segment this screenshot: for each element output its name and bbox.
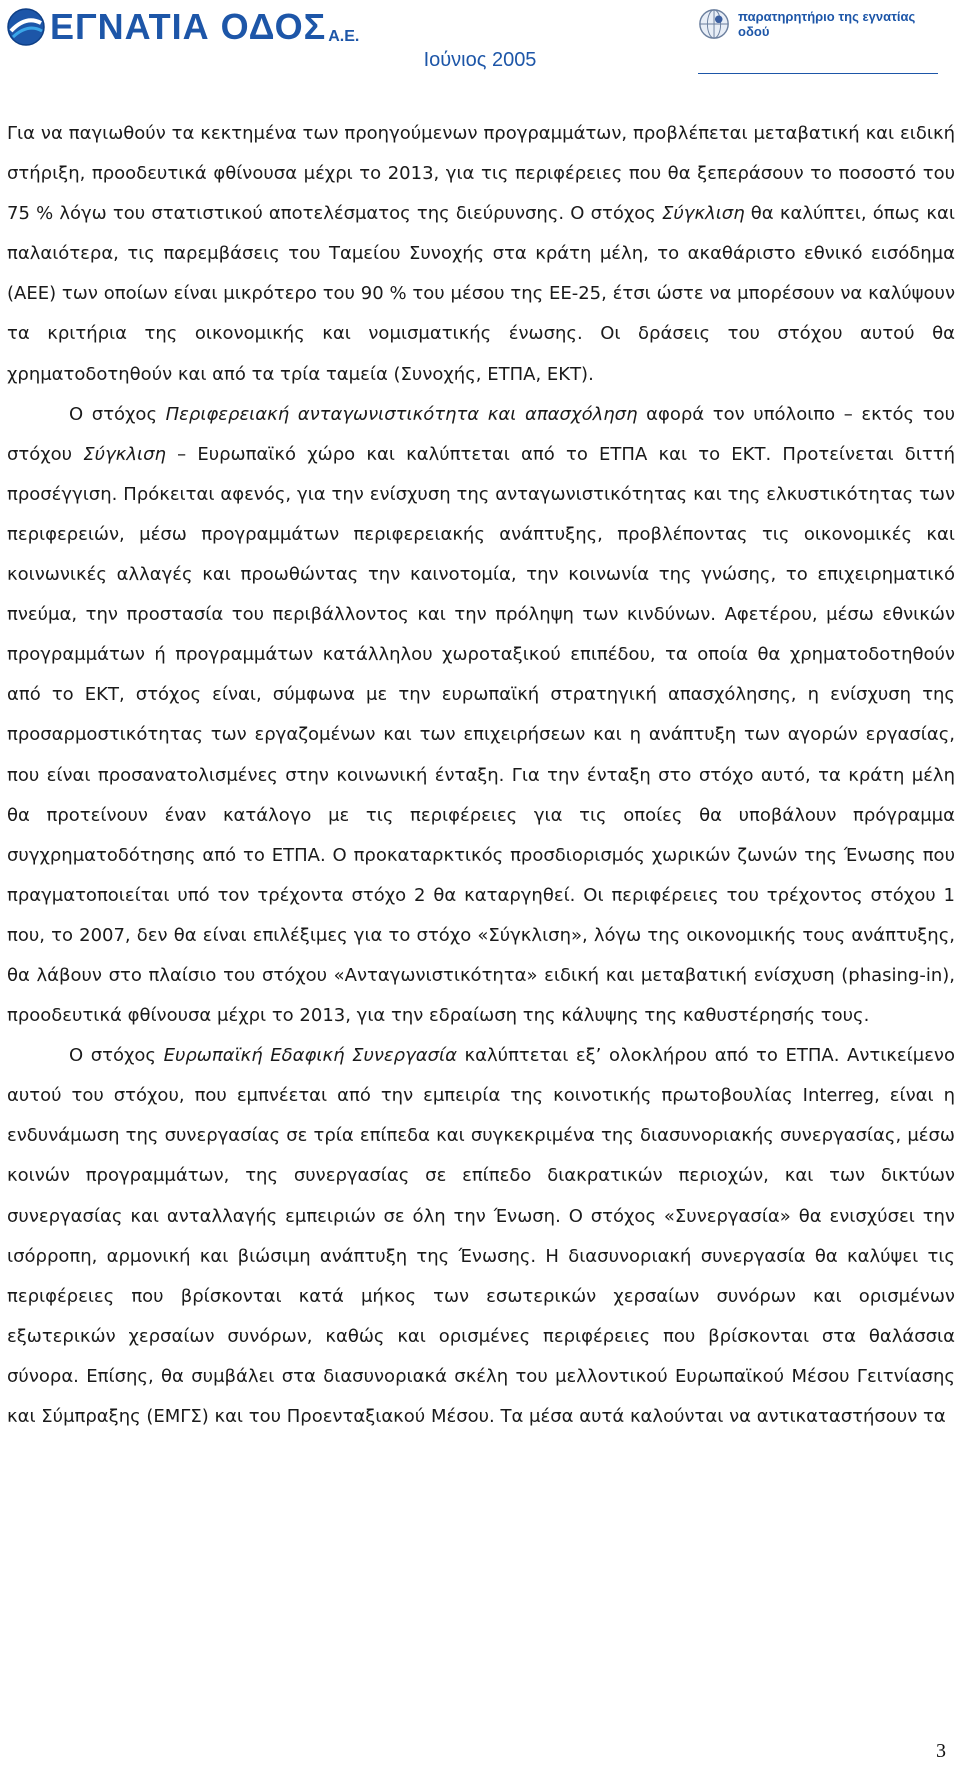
egnatia-logo — [6, 4, 359, 50]
logo-text: ΕΓΝΑΤΙΑ ΟΔΟΣ — [50, 6, 327, 47]
page-number: 3 — [936, 1740, 946, 1762]
observatory-badge — [698, 6, 938, 42]
paragraph-2-mid: αφορά τον υπόλοιπο – εκτός του στόχου — [7, 403, 956, 465]
issue-date: Ιούνιος 2005 — [423, 49, 537, 71]
paragraph-3-tail: καλύπτεται εξ’ ολοκλήρου από το ΕΤΠΑ. Αντικείμενο αυτού του στόχου, που εμπνέεται από την εμπειρία της κοινοτικής πρωτοβουλίας Interreg, είναι η ενδυνάμωση της συνεργασίας σε τρία επίπεδα και συγκεκριμένα της διασυνοριακής συνεργασίας, μέσω κοινών προγραμμάτων, της συνεργασίας σε επίπεδο διακρατικών περιοχών, και των δικτύων συνεργασίας και ανταλλαγής εμπειριών σε όλη την Ένωση. Ο στόχος «Συνεργασία» θα ενισχύσει την ισόρροπη, αρμονική και βιώσιμη ανάπτυξη της Ένωσης. Η διασυνοριακή συνεργασία θα καλύψει τις περιφέρειες που βρίσκονται κατά μήκος των εσωτερικών χερσαίων συνόρων και ορισμένων εξωτερικών χερσαίων συνόρων, καθώς και ορισμένες περιφέρειες που βρίσκονται στα θαλάσσια σύνορα. Επίσης, θα συμβάλει στα διασυνοριακά σκέλη του μελλοντικού Ευρωπαϊκού Μέσου Γειτνίασης και Σύμπραξης (ΕΜΓΣ) και του Προενταξιακού Μέσου. Τα μέσα αυτά καλούνται να αντικαταστήσουν τα — [7, 1045, 955, 1427]
logo-suffix: Α.Ε. — [328, 28, 360, 45]
paragraph-2-tail: – Ευρωπαϊκό χώρο και καλύπτεται από το ΕΤΠΑ και το ΕΚΤ. Προτείνεται διττή προσέγγιση. Πρόκειται αφενός, για την ενίσχυση της ανταγωνιστικότητας και της ελκυστικότητας των περιφερειών, μέσω προγραμμάτων περιφερειακής ανάπτυξης, προβλέποντας τις οικονομικές και κοινωνικές αλλαγές και προωθώντας την καινοτομία, την κοινωνία της γνώσης, το επιχειρηματικό πνεύμα, την προστασία του περιβάλλοντος και την πρόληψη των κινδύνων. Αφετέρου, μέσω εθνικών προγραμμάτων ή προγραμμάτων κατάλληλου χωροταξικού επιπέδου, τα οποία θα χρηματοδοτηθούν από το ΕΚΤ, στόχος είναι, σύμφωνα με την ευρωπαϊκή στρατηγική απασχόλησης, η ενίσχυση της προσαρμοστικότητας των εργαζομένων και των επιχειρήσεων και η ανάπτυξη των αγορών εργασίας, που είναι προσανατολισμένες στην κοινωνική ένταξη. Για την ένταξη στο στόχο αυτό, τα κράτη μέλη θα προτείνουν έναν κατάλογο με τις περιφέρειες για τις οποίες θα υποβάλουν πρόγραμμα συγχρηματοδότησης από το ΕΤΠΑ. Ο προκαταρκτικός προσδιορισμός χωρικών ζωνών της Ένωσης που πραγματοποιείται υπό τον τρέχοντα στόχο 2 θα καταργηθεί. Οι περιφέρειες του τρέχοντος στόχου 1 που, το 2007, δεν θα είναι επιλέξιμες για το στόχο «Σύγκλιση», λόγω της οικονομικής τους ανάπτυξης, θα λάβουν στο πλαίσιο του στόχου «Ανταγωνιστικότητα» ειδική και μεταβατική ενίσχυση (phasing-in), προοδευτικά φθίνουσα μέχρι το 2013, για την εδραίωση της κάλυψης της καθυστέρησής τους. — [7, 443, 955, 1027]
observatory-globe-icon — [698, 7, 730, 41]
term-synklisi-2: Σύγκλιση — [83, 443, 166, 465]
term-territorial-cooperation: Ευρωπαϊκή Εδαφική Συνεργασία — [163, 1045, 457, 1067]
term-synklisi: Σύγκλιση — [662, 203, 745, 225]
paragraph-1-tail: θα καλύπτει, όπως και παλαιότερα, τις παρεμβάσεις του Ταμείου Συνοχής στα κράτη μέλη, το ακαθάριστο εθνικό εισόδημα (ΑΕΕ) των οποίων είναι μικρότερο του 90 % του μέσου της ΕΕ-25, έτσι ώστε να μπορέσουν να καλύψουν τα κριτήρια της οικονομικής και νομισματικής ένωσης. Οι δράσεις του στόχου αυτού θα χρηματοδοτηθούν και από τα τρία ταμεία (Συνοχής, ΕΤΠΑ, ΕΚΤ). — [7, 203, 955, 385]
paragraph-1-text: Για να παγιωθούν τα κεκτημένα των προηγούμενων προγραμμάτων, προβλέπεται μεταβατική και ειδική στήριξη, προοδευτικά φθίνουσα μέχρι το 2013, για τις περιφέρειες που θα ξεπεράσουν το ποσοστό του 75 % λόγω του στατιστικού αποτελέσματος της διεύρυνσης. Ο στόχος — [7, 123, 955, 225]
observatory-label: παρατηρητήριο της εγνατίας οδού — [738, 9, 916, 39]
paragraph-1 — [7, 114, 955, 395]
paragraph-2-start: Ο στόχος — [69, 403, 166, 425]
header-rule — [698, 73, 938, 74]
term-regional-competitiveness: Περιφερειακή ανταγωνιστικότητα και απασχόληση — [165, 403, 638, 425]
document-body — [7, 114, 955, 1437]
globe-logo-icon — [6, 7, 46, 47]
paragraph-3-start: Ο στόχος — [69, 1045, 164, 1067]
paragraph-2 — [7, 395, 955, 1037]
paragraph-3 — [7, 1036, 955, 1437]
page-header — [0, 0, 960, 80]
